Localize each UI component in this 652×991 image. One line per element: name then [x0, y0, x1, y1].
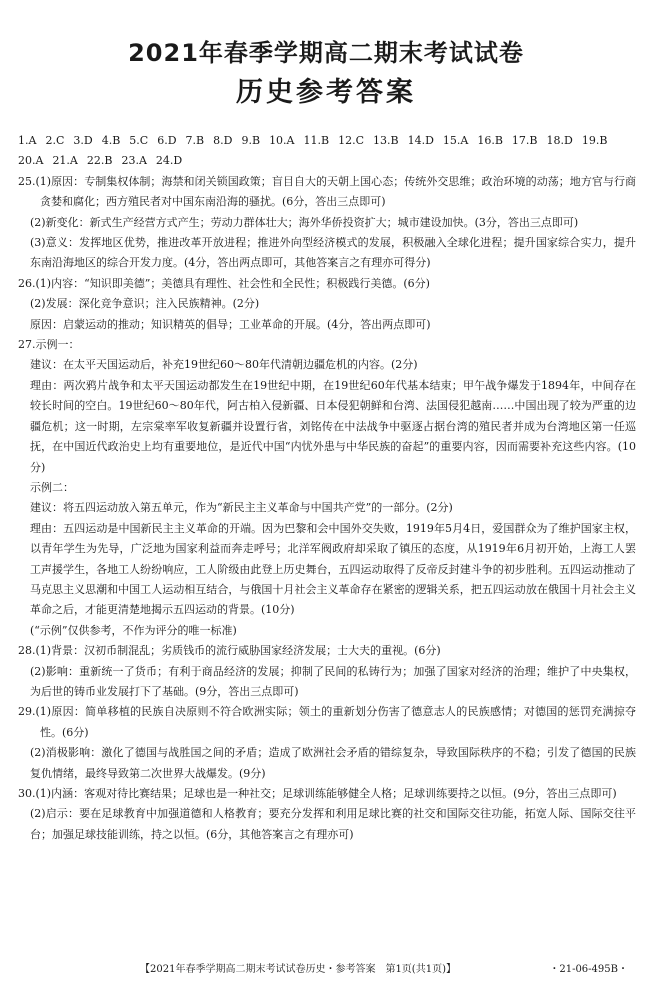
mc-answer: 22.B — [86, 154, 113, 168]
mc-answer: 19.B — [581, 134, 608, 147]
exam-title: 2021年春季学期高二期末考试试卷 — [128, 39, 524, 67]
mc-answer: 4.B — [101, 134, 121, 147]
question-answer: 26.(1)内容：“知识即美德”；美德具有理性、社会性和全民性；积极践行美德。(6分) — [18, 276, 430, 290]
mc-answer: 13.B — [373, 134, 399, 147]
mc-answer: 16.B — [477, 134, 503, 147]
footer-code: ・21-06-495B・ — [549, 964, 628, 975]
mc-answer: 12.C — [338, 134, 364, 147]
answer-paragraph: (2)发展：深化竞争意识；注入民族精神。(2分) — [30, 297, 260, 311]
mc-answer: 14.D — [407, 134, 434, 147]
mc-answer: 6.D — [157, 134, 177, 147]
mc-answer: 8.D — [213, 134, 233, 147]
mc-answer: 1.A — [18, 134, 37, 147]
mc-answer: 23.A — [121, 154, 147, 168]
question-answer: 27.示例一： — [18, 338, 80, 352]
answer-paragraph: (2)启示：要在足球教育中加强道德和人格教育；要充分发挥和利用足球比赛的社交和国际交往功能，拓宽人际、国际交往平台；加强足球技能训练，持之以恒。(6分，其他答案言之有理亦可) — [30, 807, 636, 841]
mc-answer: 15.A — [442, 134, 469, 147]
answer-paragraph: (2)新变化：新式生产经营方式产生；劳动力群体壮大；海外华侨投资扩大；城市建设加快。(3分，答出三点即可) — [30, 215, 579, 229]
essay-answers — [18, 172, 636, 845]
answer-paragraph: 理由：两次鸦片战争和太平天国运动都发生在19世纪中期，在19世纪60年代基本结束；甲午战争爆发于1894年，中间存在较长时间的空白。19世纪60～80年代，阿古柏入侵新疆、日本侵犯朝鲜和台湾、法国侵犯越南……中国出现了较为严重的边疆危机；这一时期，左宗棠率军收复新疆并设置行省，刘铭传在中法战争中驱逐占据台湾的殖民者并成为台湾地区第一任巡抚，在中国近代政治史上均有重要地位，是近代中国“内忧外患与中华民族的奋起”的重要内容，因而需要补充这些内容。(10分) — [30, 378, 636, 474]
answer-paragraph: (2)影响：重新统一了货币；有利于商品经济的发展；抑制了民间的私铸行为；加强了国家对经济的治理；维护了中央集权，为后世的铸币业发展打下了基础。(9分，答出三点即可) — [30, 664, 636, 698]
question-answer: 25.(1)原因：专制集权体制；海禁和闭关锁国政策；盲目自大的天朝上国心态；传统外交思维；政治环境的动荡；地方官与行商贪婪和腐化；西方殖民者对中国东南沿海的骚扰。(6分，答出三点即可) — [18, 174, 636, 209]
answer-paragraph: 原因：启蒙运动的推动；知识精英的倡导；工业革命的开展。(4分，答出两点即可) — [30, 317, 431, 331]
multiple-choice-answers — [18, 131, 636, 172]
answer-paragraph: 示例二： — [30, 480, 74, 494]
mc-answer: 3.D — [73, 134, 93, 147]
answer-paragraph: 建议：将五四运动放入第五单元，作为“新民主主义革命与中国共产党”的一部分。(2分) — [30, 501, 453, 515]
mc-answer: 21.A — [52, 154, 78, 168]
mc-answer: 11.B — [303, 134, 330, 147]
mc-answer: 2.C — [45, 134, 65, 147]
mc-answer: 10.A — [269, 134, 295, 147]
mc-answer: 20.A — [18, 154, 44, 168]
answer-paragraph: (“示例”仅供参考，不作为评分的唯一标准) — [30, 623, 237, 637]
footer-page-info: 【2021年春季学期高二期末考试试卷历史・参考答案 第1页(共1页)】 — [140, 964, 456, 975]
mc-answer: 18.D — [546, 134, 573, 147]
mc-answer: 5.C — [129, 134, 149, 147]
mc-answer: 17.B — [511, 134, 538, 147]
mc-answer: 7.B — [185, 134, 205, 147]
question-answer: 30.(1)内涵：客观对待比赛结果；足球也是一种社交；足球训练能够健全人格；足球训练要持之以恒。(9分，答出三点即可) — [18, 787, 617, 800]
mc-answer: 24.D — [155, 154, 183, 168]
mc-answer: 9.B — [241, 134, 261, 147]
question-answer: 29.(1)原因：简单移植的民族自决原则不符合欧洲实际；领土的重新划分伤害了德意志人的民族感情；对德国的惩罚充满掠夺性。(6分) — [18, 705, 636, 739]
question-answer: 28.(1)背景：汉初币制混乱；劣质钱币的流行威胁国家经济发展；士大夫的重视。(6分) — [18, 644, 441, 658]
answer-key-title: 历史参考答案 — [236, 77, 416, 108]
answer-body — [18, 131, 636, 845]
answer-paragraph: 理由：五四运动是中国新民主主义革命的开端。因为巴黎和会中国外交失败，1919年5月4日，爱国群众为了维护国家主权，以青年学生为先导，广泛地为国家利益而奔走呼号；北洋军阀政府却采取了镇压的态度，从1919年6月初开始，上海工人罢工声援学生，各地工人纷纷响应，工人阶级由此登上历史舞台，五四运动取得了反帝反封建斗争的初步胜利。五四运动推动了马克思主义思潮和中国工人运动相互结合，与俄国十月社会主义革命存在紧密的逻辑关系，把五四运动放在俄国十月社会主义革命之后，才能更清楚地揭示五四运动的背景。(10分) — [30, 521, 636, 617]
answer-paragraph: (3)意义：发挥地区优势，推进改革开放进程；推进外向型经济模式的发展，积极融入全球化进程；提升国家综合实力，提升东南沿海地区的综合开发力度。(4分，答出两点即可，其他答案言之有理亦可得分) — [30, 236, 636, 270]
answer-paragraph: (2)消极影响：激化了德国与战胜国之间的矛盾；造成了欧洲社会矛盾的错综复杂，导致国际秩序的不稳；引发了德国的民族复仇情绪，最终导致第二次世界大战爆发。(9分) — [30, 746, 636, 780]
answer-paragraph: 建议：在太平天国运动后，补充19世纪60～80年代清朝边疆危机的内容。(2分) — [30, 358, 418, 372]
